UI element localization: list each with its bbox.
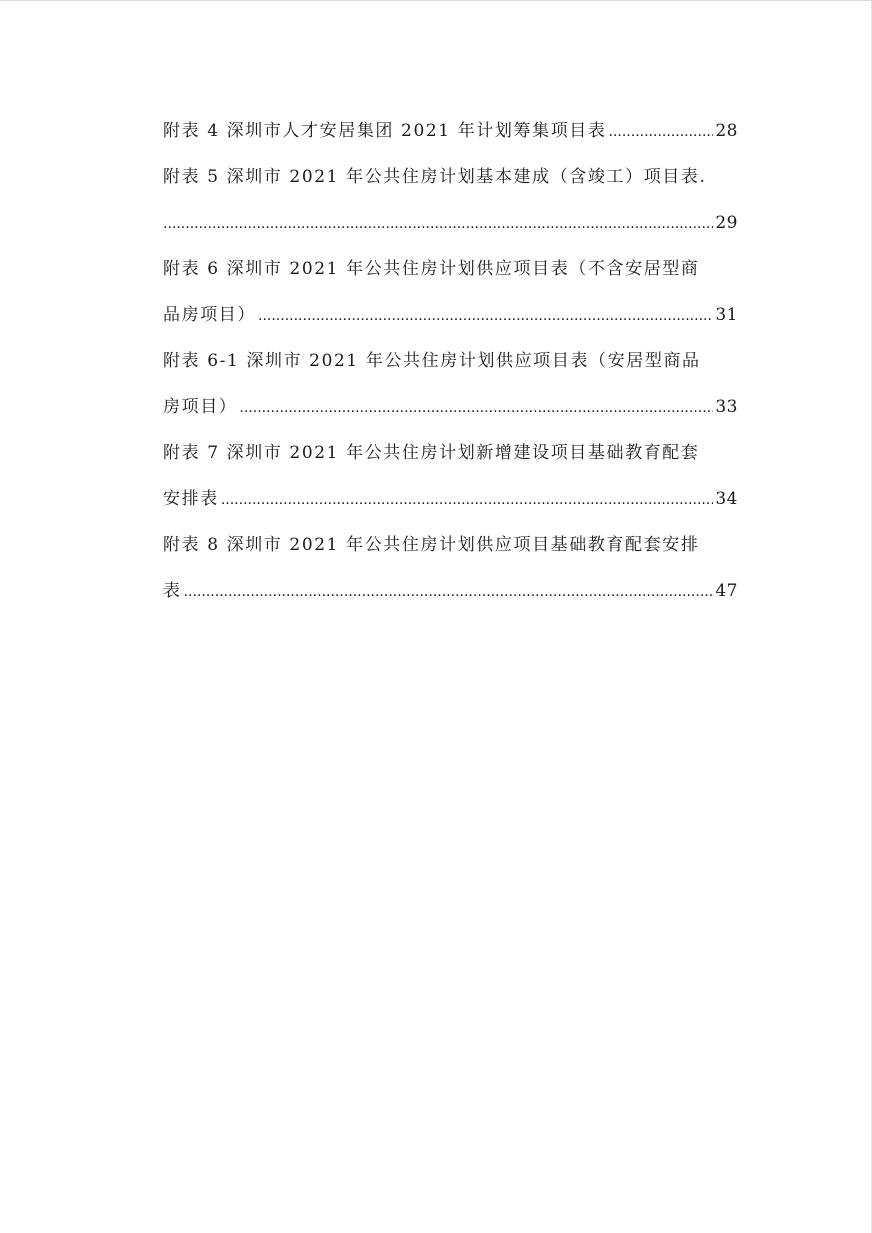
toc-entry-appendix-4[interactable] [163, 115, 738, 161]
toc-entry-appendix-7[interactable] [163, 437, 738, 529]
toc-entry-appendix-8[interactable] [163, 529, 738, 621]
toc-entry-title: 附表 4 深圳市人才安居集团 2021 年计划筹集项目表 [163, 121, 607, 141]
toc-page-number: 28 [715, 121, 738, 141]
toc-page-number: 47 [715, 581, 738, 601]
toc-entry-title: 附表 5 深圳市 2021 年公共住房计划基本建成（含竣工）项目表. [163, 167, 707, 187]
toc-page-number: 33 [715, 397, 738, 417]
toc-entry-title-cont: 表 [163, 581, 182, 601]
toc-page-number: 29 [715, 213, 738, 233]
toc-entry-appendix-5[interactable] [163, 161, 738, 253]
toc-entry-continuation [163, 299, 738, 345]
toc-entry-title: 附表 8 深圳市 2021 年公共住房计划供应项目基础教育配套安排 [163, 535, 700, 555]
toc-entry-continuation [163, 391, 738, 437]
toc-entry-appendix-6-1[interactable] [163, 345, 738, 437]
toc-entry-appendix-6[interactable] [163, 253, 738, 345]
toc-leader-dots [184, 576, 714, 608]
toc-entry-continuation [163, 575, 738, 621]
toc-entry-title-cont: 安排表 [163, 489, 219, 509]
toc-leader-dots [163, 208, 713, 240]
toc-page-number: 34 [715, 489, 738, 509]
toc-leader-dots [609, 116, 714, 148]
table-of-contents [163, 115, 738, 621]
toc-entry-title: 附表 7 深圳市 2021 年公共住房计划新增建设项目基础教育配套 [163, 443, 700, 463]
toc-entry-title: 附表 6 深圳市 2021 年公共住房计划供应项目表（不含安居型商 [163, 259, 700, 279]
toc-entry-title: 附表 6-1 深圳市 2021 年公共住房计划供应项目表（安居型商品 [163, 351, 701, 371]
toc-entry-title-cont: 品房项目） [163, 305, 256, 325]
toc-leader-dots [258, 300, 713, 332]
toc-leader-dots [239, 392, 713, 424]
toc-entry-continuation [163, 483, 738, 529]
toc-leader-dots [221, 484, 714, 516]
toc-entry-leader-line [163, 207, 738, 253]
toc-entry-title-cont: 房项目） [163, 397, 238, 417]
toc-page-number: 31 [715, 305, 738, 325]
